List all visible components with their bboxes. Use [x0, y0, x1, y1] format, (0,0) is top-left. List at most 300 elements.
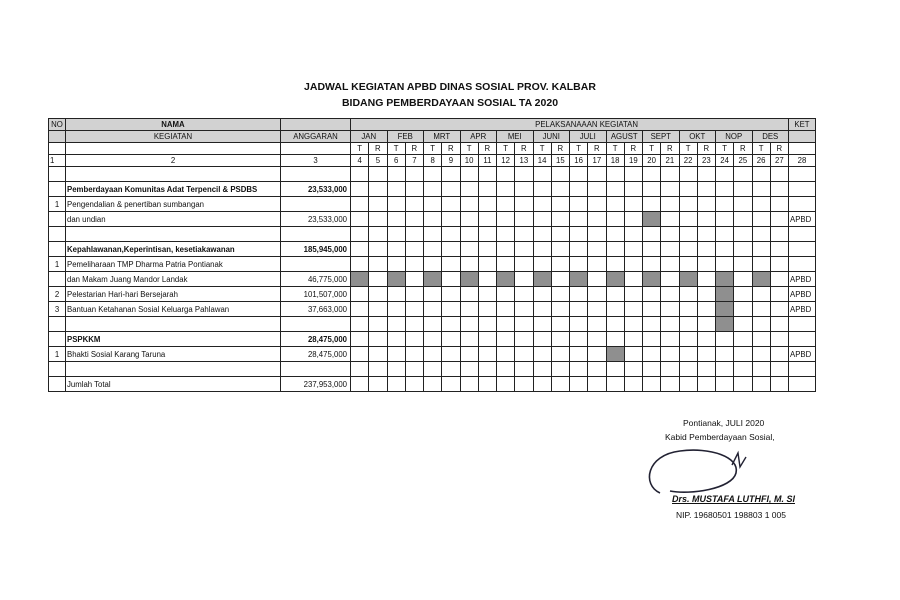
schedule-cell	[533, 332, 551, 347]
schedule-cell	[497, 347, 515, 362]
column-number: 6	[387, 155, 405, 167]
schedule-cell	[351, 197, 369, 212]
schedule-cell	[351, 212, 369, 227]
schedule-cell	[387, 317, 405, 332]
schedule-cell	[697, 272, 715, 287]
activity-name: Jumlah Total	[66, 377, 281, 392]
header-anggaran-3	[281, 143, 351, 155]
schedule-cell	[734, 302, 752, 317]
schedule-cell	[533, 197, 551, 212]
schedule-cell	[478, 362, 496, 377]
schedule-cell	[442, 167, 460, 182]
schedule-cell	[351, 272, 369, 287]
schedule-cell	[734, 332, 752, 347]
table-row	[49, 377, 816, 392]
schedule-cell	[697, 197, 715, 212]
signature-role: Kabid Pemberdayaan Sosial,	[665, 432, 775, 442]
schedule-cell	[643, 362, 661, 377]
schedule-cell	[697, 182, 715, 197]
month-header: MRT	[424, 131, 461, 143]
schedule-cell	[369, 377, 387, 392]
schedule-cell	[661, 242, 679, 257]
schedule-cell	[442, 317, 460, 332]
schedule-cell	[497, 287, 515, 302]
row-no: 1	[49, 347, 66, 362]
header-kegiatan: KEGIATAN	[66, 131, 281, 143]
budget-amount: 23,533,000	[281, 182, 351, 197]
schedule-cell	[606, 362, 624, 377]
schedule-cell	[770, 167, 788, 182]
tr-ket	[789, 143, 816, 155]
row-no	[49, 167, 66, 182]
activity-name	[66, 362, 281, 377]
schedule-cell	[588, 317, 606, 332]
column-number: 22	[679, 155, 697, 167]
tr-label: T	[716, 143, 734, 155]
schedule-cell	[478, 272, 496, 287]
budget-amount	[281, 197, 351, 212]
schedule-cell	[770, 332, 788, 347]
budget-amount: 23,533,000	[281, 212, 351, 227]
schedule-cell	[551, 182, 569, 197]
schedule-cell	[624, 272, 642, 287]
schedule-cell	[478, 212, 496, 227]
schedule-cell	[643, 317, 661, 332]
schedule-cell	[551, 212, 569, 227]
schedule-cell	[551, 257, 569, 272]
schedule-cell	[570, 317, 588, 332]
column-number: 24	[716, 155, 734, 167]
column-number: 25	[734, 155, 752, 167]
schedule-cell	[716, 302, 734, 317]
row-ket	[789, 182, 816, 197]
table-row	[49, 287, 816, 302]
schedule-cell	[606, 347, 624, 362]
schedule-cell	[752, 197, 770, 212]
column-number: 13	[515, 155, 533, 167]
row-ket: APBD	[789, 212, 816, 227]
tr-label: T	[424, 143, 442, 155]
schedule-cell	[752, 212, 770, 227]
schedule-cell	[716, 377, 734, 392]
row-ket: APBD	[789, 302, 816, 317]
schedule-cell	[570, 242, 588, 257]
schedule-cell	[679, 302, 697, 317]
schedule-cell	[387, 287, 405, 302]
month-header: OKT	[679, 131, 716, 143]
schedule-cell	[697, 317, 715, 332]
schedule-cell	[442, 227, 460, 242]
schedule-cell	[460, 332, 478, 347]
month-header: AGUST	[606, 131, 643, 143]
column-number: 12	[497, 155, 515, 167]
schedule-cell	[533, 167, 551, 182]
schedule-cell	[716, 167, 734, 182]
schedule-cell	[460, 167, 478, 182]
column-number: 21	[661, 155, 679, 167]
schedule-cell	[606, 257, 624, 272]
schedule-cell	[752, 167, 770, 182]
schedule-cell	[570, 347, 588, 362]
schedule-cell	[460, 257, 478, 272]
budget-amount	[281, 167, 351, 182]
schedule-cell	[716, 257, 734, 272]
schedule-cell	[497, 302, 515, 317]
schedule-cell	[369, 242, 387, 257]
tr-label: R	[588, 143, 606, 155]
schedule-cell	[369, 362, 387, 377]
schedule-cell	[478, 257, 496, 272]
schedule-cell	[478, 227, 496, 242]
column-number: 20	[643, 155, 661, 167]
schedule-cell	[533, 302, 551, 317]
row-no: 3	[49, 302, 66, 317]
schedule-cell	[533, 212, 551, 227]
month-header: MEI	[497, 131, 534, 143]
row-no	[49, 182, 66, 197]
schedule-cell	[515, 362, 533, 377]
schedule-cell	[734, 272, 752, 287]
schedule-cell	[478, 332, 496, 347]
schedule-cell	[570, 182, 588, 197]
month-header: APR	[460, 131, 497, 143]
schedule-cell	[679, 182, 697, 197]
schedule-cell	[734, 347, 752, 362]
schedule-cell	[369, 302, 387, 317]
schedule-cell	[460, 362, 478, 377]
schedule-cell	[697, 362, 715, 377]
schedule-cell	[734, 287, 752, 302]
schedule-cell	[551, 167, 569, 182]
schedule-cell	[643, 242, 661, 257]
schedule-cell	[661, 182, 679, 197]
schedule-cell	[405, 212, 423, 227]
table-row	[49, 197, 816, 212]
schedule-cell	[369, 212, 387, 227]
schedule-cell	[533, 377, 551, 392]
schedule-cell	[533, 242, 551, 257]
schedule-cell	[533, 257, 551, 272]
schedule-cell	[515, 197, 533, 212]
schedule-cell	[551, 287, 569, 302]
schedule-cell	[770, 302, 788, 317]
table-row	[49, 227, 816, 242]
schedule-cell	[442, 197, 460, 212]
schedule-cell	[716, 242, 734, 257]
schedule-cell	[497, 317, 515, 332]
row-ket	[789, 332, 816, 347]
schedule-cell	[588, 362, 606, 377]
schedule-cell	[351, 332, 369, 347]
schedule-cell	[460, 197, 478, 212]
schedule-cell	[697, 212, 715, 227]
month-header: SEPT	[643, 131, 680, 143]
schedule-cell	[497, 377, 515, 392]
schedule-cell	[424, 272, 442, 287]
schedule-cell	[551, 302, 569, 317]
budget-amount	[281, 317, 351, 332]
budget-amount	[281, 362, 351, 377]
schedule-cell	[716, 197, 734, 212]
row-ket	[789, 257, 816, 272]
schedule-cell	[497, 227, 515, 242]
table-row	[49, 272, 816, 287]
schedule-cell	[570, 272, 588, 287]
table-row	[49, 302, 816, 317]
schedule-cell	[734, 377, 752, 392]
month-header: JAN	[351, 131, 388, 143]
schedule-cell	[551, 347, 569, 362]
row-no: 1	[49, 257, 66, 272]
schedule-cell	[588, 332, 606, 347]
schedule-cell	[351, 362, 369, 377]
schedule-cell	[770, 242, 788, 257]
activity-name	[66, 167, 281, 182]
schedule-cell	[606, 197, 624, 212]
schedule-cell	[570, 287, 588, 302]
schedule-cell	[533, 182, 551, 197]
schedule-cell	[752, 272, 770, 287]
schedule-cell	[405, 272, 423, 287]
column-number: 5	[369, 155, 387, 167]
tr-label: T	[497, 143, 515, 155]
schedule-cell	[716, 332, 734, 347]
schedule-cell	[570, 257, 588, 272]
schedule-cell	[588, 347, 606, 362]
budget-amount: 237,953,000	[281, 377, 351, 392]
schedule-cell	[588, 197, 606, 212]
schedule-cell	[606, 377, 624, 392]
schedule-cell	[551, 242, 569, 257]
row-ket	[789, 227, 816, 242]
tr-label: R	[515, 143, 533, 155]
row-no	[49, 227, 66, 242]
tr-label: R	[661, 143, 679, 155]
header-pelaksanaan: PELAKSANAAAN KEGIATAN	[351, 119, 789, 131]
schedule-cell	[369, 182, 387, 197]
row-no	[49, 212, 66, 227]
column-number: 28	[789, 155, 816, 167]
schedule-cell	[624, 197, 642, 212]
activity-name: PSPKKM	[66, 332, 281, 347]
schedule-cell	[624, 227, 642, 242]
column-number: 2	[66, 155, 281, 167]
activity-name: Pengendalian & penertiban sumbangan	[66, 197, 281, 212]
schedule-cell	[697, 167, 715, 182]
schedule-cell	[442, 332, 460, 347]
schedule-cell	[661, 272, 679, 287]
schedule-cell	[606, 227, 624, 242]
schedule-cell	[405, 362, 423, 377]
schedule-cell	[570, 302, 588, 317]
column-number: 10	[460, 155, 478, 167]
tr-label: T	[570, 143, 588, 155]
signatory-nip: NIP. 19680501 198803 1 005	[676, 510, 786, 520]
schedule-cell	[533, 272, 551, 287]
schedule-cell	[679, 197, 697, 212]
schedule-cell	[606, 242, 624, 257]
schedule-cell	[551, 272, 569, 287]
schedule-cell	[752, 302, 770, 317]
schedule-cell	[405, 377, 423, 392]
table-row	[49, 362, 816, 377]
row-no	[49, 332, 66, 347]
schedule-cell	[606, 182, 624, 197]
header-anggaran: ANGGARAN	[281, 131, 351, 143]
schedule-cell	[515, 317, 533, 332]
schedule-cell	[369, 272, 387, 287]
document-subtitle: BIDANG PEMBERDAYAAN SOSIAL TA 2020	[341, 97, 559, 109]
schedule-cell	[424, 362, 442, 377]
header-no: NO	[49, 119, 66, 131]
schedule-cell	[734, 167, 752, 182]
table-row	[49, 347, 816, 362]
schedule-cell	[405, 317, 423, 332]
schedule-cell	[624, 377, 642, 392]
schedule-cell	[405, 287, 423, 302]
schedule-cell	[551, 317, 569, 332]
schedule-cell	[405, 167, 423, 182]
schedule-cell	[497, 182, 515, 197]
schedule-cell	[387, 362, 405, 377]
schedule-cell	[661, 212, 679, 227]
row-ket	[789, 167, 816, 182]
month-header: JUNI	[533, 131, 570, 143]
schedule-cell	[679, 212, 697, 227]
header-ket: KET	[789, 119, 816, 131]
schedule-cell	[387, 332, 405, 347]
schedule-cell	[369, 347, 387, 362]
schedule-cell	[570, 332, 588, 347]
schedule-cell	[570, 212, 588, 227]
schedule-cell	[551, 377, 569, 392]
schedule-cell	[478, 377, 496, 392]
schedule-cell	[643, 212, 661, 227]
month-header: JULI	[570, 131, 607, 143]
schedule-cell	[716, 362, 734, 377]
column-number: 23	[697, 155, 715, 167]
schedule-cell	[515, 242, 533, 257]
schedule-cell	[661, 317, 679, 332]
tr-label: T	[606, 143, 624, 155]
schedule-cell	[533, 227, 551, 242]
table-row	[49, 167, 816, 182]
schedule-cell	[734, 362, 752, 377]
schedule-cell	[515, 182, 533, 197]
schedule-cell	[770, 257, 788, 272]
schedule-cell	[624, 257, 642, 272]
schedule-cell	[770, 347, 788, 362]
schedule-cell	[369, 197, 387, 212]
schedule-cell	[588, 182, 606, 197]
schedule-cell	[643, 347, 661, 362]
schedule-cell	[460, 242, 478, 257]
schedule-cell	[752, 227, 770, 242]
column-number: 18	[606, 155, 624, 167]
schedule-cell	[497, 212, 515, 227]
schedule-cell	[369, 257, 387, 272]
schedule-cell	[515, 287, 533, 302]
schedule-cell	[624, 317, 642, 332]
schedule-cell	[387, 167, 405, 182]
schedule-cell	[606, 287, 624, 302]
activity-name: dan undian	[66, 212, 281, 227]
tr-label: R	[405, 143, 423, 155]
schedule-cell	[570, 167, 588, 182]
schedule-cell	[643, 257, 661, 272]
row-ket: APBD	[789, 272, 816, 287]
schedule-cell	[424, 332, 442, 347]
schedule-cell	[460, 212, 478, 227]
schedule-cell	[679, 242, 697, 257]
schedule-cell	[679, 317, 697, 332]
schedule-cell	[606, 272, 624, 287]
row-no	[49, 362, 66, 377]
tr-label: R	[551, 143, 569, 155]
schedule-cell	[478, 347, 496, 362]
schedule-cell	[661, 347, 679, 362]
column-number: 7	[405, 155, 423, 167]
schedule-cell	[770, 197, 788, 212]
schedule-cell	[460, 287, 478, 302]
schedule-cell	[643, 377, 661, 392]
schedule-cell	[734, 242, 752, 257]
tr-label: R	[697, 143, 715, 155]
tr-label: T	[387, 143, 405, 155]
schedule-cell	[387, 347, 405, 362]
header-nama: NAMA	[66, 119, 281, 131]
schedule-cell	[460, 317, 478, 332]
schedule-cell	[643, 167, 661, 182]
schedule-cell	[424, 227, 442, 242]
schedule-cell	[369, 287, 387, 302]
schedule-cell	[515, 347, 533, 362]
schedule-cell	[588, 287, 606, 302]
schedule-cell	[734, 317, 752, 332]
schedule-cell	[716, 182, 734, 197]
schedule-cell	[387, 197, 405, 212]
schedule-cell	[752, 362, 770, 377]
row-no	[49, 242, 66, 257]
budget-amount	[281, 227, 351, 242]
tr-label: R	[442, 143, 460, 155]
schedule-cell	[551, 227, 569, 242]
schedule-cell	[588, 302, 606, 317]
schedule-cell	[515, 302, 533, 317]
schedule-cell	[424, 287, 442, 302]
schedule-cell	[424, 317, 442, 332]
schedule-cell	[478, 317, 496, 332]
schedule-cell	[770, 272, 788, 287]
row-ket	[789, 377, 816, 392]
schedule-cell	[369, 227, 387, 242]
column-number: 11	[478, 155, 496, 167]
schedule-cell	[351, 182, 369, 197]
schedule-cell	[661, 377, 679, 392]
table-row	[49, 332, 816, 347]
column-number: 4	[351, 155, 369, 167]
schedule-cell	[661, 287, 679, 302]
header-kegiatan-3	[66, 143, 281, 155]
schedule-cell	[679, 332, 697, 347]
schedule-cell	[351, 347, 369, 362]
document-title: JADWAL KEGIATAN APBD DINAS SOSIAL PROV. KALBAR	[304, 81, 596, 93]
schedule-cell	[588, 167, 606, 182]
tr-label: T	[679, 143, 697, 155]
schedule-cell	[515, 227, 533, 242]
tr-label: R	[624, 143, 642, 155]
activity-name: Pelestarian Hari-hari Bersejarah	[66, 287, 281, 302]
